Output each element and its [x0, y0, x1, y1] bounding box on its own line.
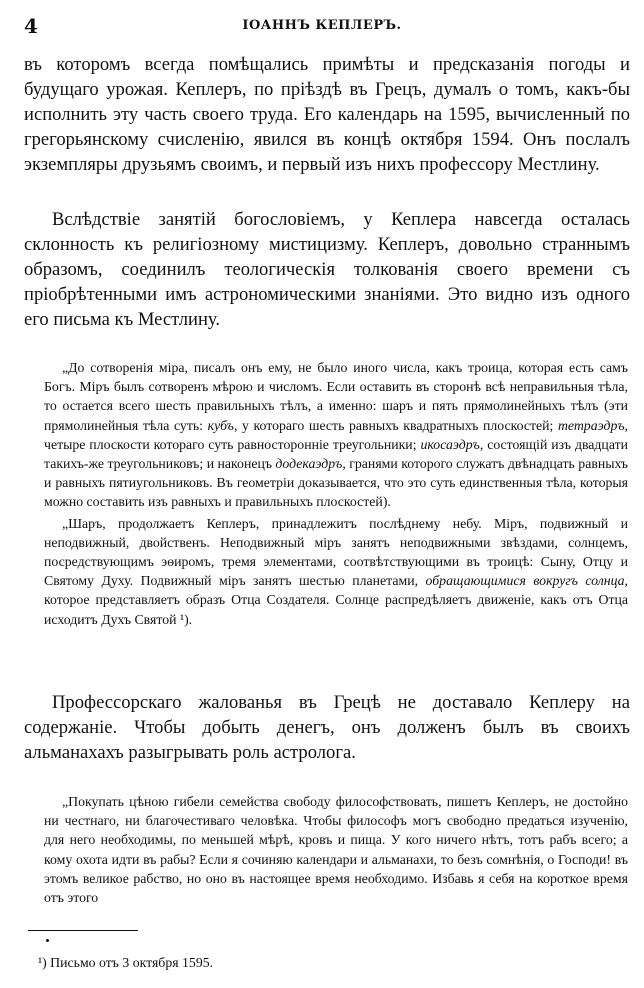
- quote-block-1: [44, 358, 628, 629]
- running-title: ІОАННЪ КЕПЛЕРЪ.: [242, 18, 402, 33]
- quote-1-term-dodecahedron: додекаэдръ: [275, 456, 343, 472]
- paragraph-1: [24, 52, 630, 177]
- quote-1-term-cube: кубъ: [207, 417, 234, 433]
- quote-1-text-b1: „Шаръ, продолжаетъ Кеплеръ, принадлежитъ послѣднему небу. Міръ, подвижный и неподвижный, двойственъ. Неподвижный міръ занятъ неподвижными звѣздами, солнцемъ, посредствующимъ эѳиромъ, тремя элементами, соотвѣтствующими въ троицѣ: Сыну, Отцу и Святому Духу. Подвижный міръ занятъ шестью планетами,: [44, 515, 628, 589]
- quote-1-text-a2: , у котораго шесть равныхъ квадратныхъ плоскостей;: [233, 417, 558, 433]
- page-number: 4: [24, 14, 38, 38]
- quote-1-emphasis: обращающимися вокругъ солнца: [425, 573, 625, 589]
- quote-1-term-tetrahedron: тетраэдръ: [557, 417, 625, 433]
- quote-1-text-b2: , которое представляетъ образъ Отца Создателя. Солнце распредѣляетъ движеніе, какъ отъ Отца исходитъ Духъ Святой ¹).: [44, 573, 628, 627]
- quote-1-paragraph-b: [44, 514, 628, 629]
- quote-block-2: [44, 792, 628, 907]
- footnote-rule: [28, 930, 138, 931]
- paragraph-2-text: Вслѣдствіе занятій богословіемъ, у Кеплера навсегда осталась склонность къ религіозному мистицизму. Кеплеръ, довольно страннымъ образомъ, соединилъ теологическія толкованія своего времени съ пріобрѣтенными имъ астрономическими знаніями. Это видно изъ одного его письма къ Местлину.: [24, 209, 630, 330]
- quote-1-text-a5: , гранями которого служатъ двѣнадцать равныхъ и равныхъ пятиугольниковъ. Въ геометріи доказывается, что это суть единственныя тѣла, которыя можно составить изъ равныхъ и правильныхъ плоскостей).: [44, 456, 628, 510]
- footnote: ¹) Письмо отъ 3 октября 1595.: [38, 955, 214, 970]
- quote-1-text-a3: , четыре плоскости котораго суть равносторонніе треугольники;: [44, 417, 628, 452]
- paragraph-3-text: Профессорскаго жалованья въ Грецѣ не доставало Кеплеру на содержаніе. Чтобы добыть денегъ, онъ долженъ былъ въ своихъ альманахахъ разыгрывать роль астролога.: [24, 692, 630, 763]
- quote-2-text: „Покупать цѣною гибели семейства свободу философствовать, пишетъ Кеплеръ, не достойно ни честнаго, ни благочестиваго человѣка. Чтобы философъ могъ свободно предаться изученію, для него необходимы, по меньшей мѣрѣ, кровъ и пища. У кого ничего нѣтъ, тотъ рабъ всего; а кому охота идти въ рабы? Если я сочиняю календари и альманахи, то безъ сомнѣнія, о Господи! въ этомъ великое рабство, но оно въ настоящее время необходимо. Избавь я себя на короткое время отъ этого: [44, 794, 628, 906]
- quote-1-term-icosahedron: икосаэдръ: [420, 436, 480, 452]
- quote-1-text-a4: , состоящій изъ двадцати такихъ-же треугольниковъ; и наконецъ: [44, 436, 628, 472]
- paragraph-2: [24, 207, 630, 332]
- page-header: [24, 14, 620, 38]
- paragraph-1-text: въ которомъ всегда помѣщались примѣты и предсказанія погоды и будущаго урожая. Кеплеръ, по пріѣздѣ въ Грецъ, думалъ о томъ, какъ-бы исполнить эту часть своего труда. Его календарь на 1595, вычисленный по грегорьянскому счисленію, явился въ концѣ октября 1594. Онъ послалъ экземпляры друзьямъ своимъ, и первый изъ нихъ профессору Местлину.: [24, 54, 630, 175]
- quote-1-paragraph-a: [44, 358, 628, 512]
- paragraph-3: [24, 690, 630, 765]
- quote-1-text-a1: „До сотворенія міра, писалъ онъ ему, не было иного числа, какъ троица, которая есть самъ Богъ. Міръ былъ сотворенъ мѣрою и числомъ. Если оставить въ сторонѣ всѣ неправильныя тѣла, то остается всего шесть правильныхъ тѣлъ, а именно: шаръ и пять прямолинейныхъ тѣлъ (эти прямолинейныя тѣла суть:: [44, 360, 628, 433]
- print-speck: [46, 939, 49, 942]
